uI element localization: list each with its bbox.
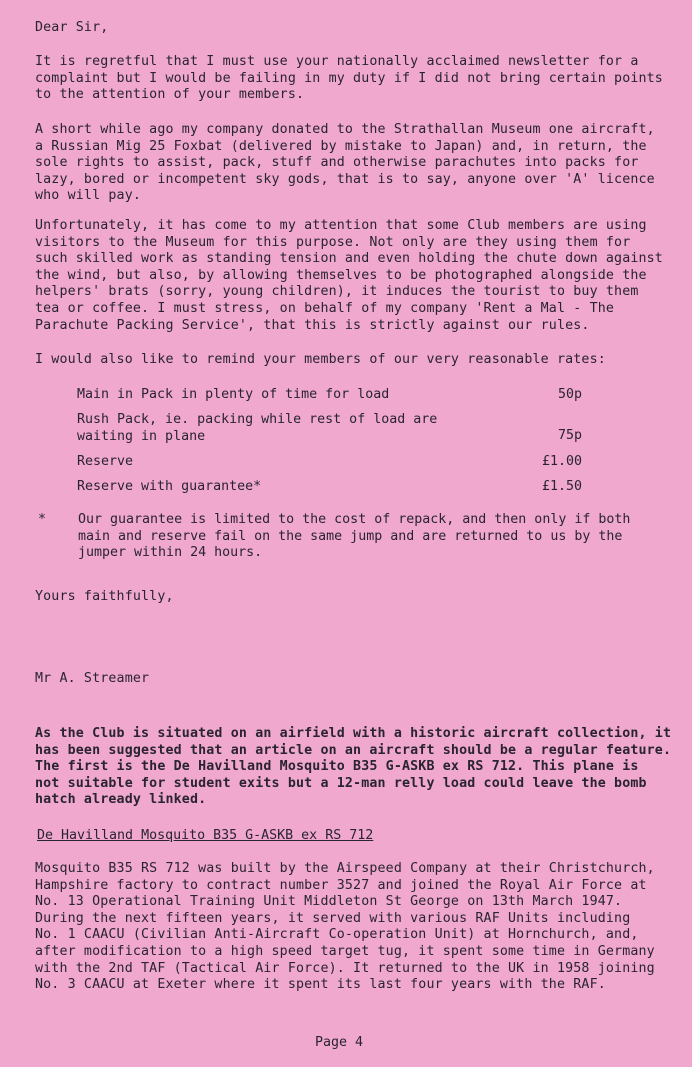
closing: Yours faithfully, [35, 589, 174, 604]
article-heading: De Havilland Mosquito B35 G-ASKB ex RS 712 [37, 828, 374, 843]
article-body: Mosquito B35 RS 712 was built by the Airspeed Company at their Christchurch, Hampshire factory to contract number 3527 and joined the Royal Air Force at No. 13 Operational Training Unit Middleton St George on 13th March 1947. During the next fifteen years, it served with various RAF Units including No. 1 CAACU (Civilian Anti-Aircraft Co-operation Unit) at Hornchurch, and, after modification to a high speed target tug, it spent some time in Germany with the 2nd TAF (Tactical Air Force). It returned to the UK in 1958 joining No. 3 CAACU at Exeter where it spent its last four years with the RAF. [35, 861, 655, 993]
letter-paragraph-2: A short while ago my company donated to the Strathallan Museum one aircraft, a Russian Mig 25 Foxbat (delivered by mistake to Japan) and, in return, the sole rights to assist, pack, stuff and otherwise parachutes into packs for lazy, bored or incompetent sky gods, that is to say, anyone over 'A' licence who will pay. [35, 122, 655, 204]
footnote-text: Our guarantee is limited to the cost of repack, and then only if both main and reserve fail on the same jump and are returned to us by the jumper within 24 hours. [78, 512, 631, 561]
letter-paragraph-3: Unfortunately, it has come to my attention that some Club members are using visitors to the Museum for this purpose. Not only are they using them for such skilled work as standing tension and even holding the chute down against the wind, but also, by allowing themselves to be photographed alongside the helpers' brats (sorry, young children), it induces the tourist to buy them tea or coffee. I must stress, on behalf of my company 'Rent a Mal - The Parachute Packing Service', that this is strictly against our rules. [35, 218, 663, 333]
page-number: Page 4 [315, 1035, 364, 1050]
rate-price: 50p [557, 387, 582, 402]
rate-price: £1.50 [541, 479, 582, 494]
rate-label: Main in Pack in plenty of time for load [77, 387, 390, 402]
salutation: Dear Sir, [35, 20, 109, 35]
rate-label: Rush Pack, ie. packing while rest of load are waiting in plane [77, 412, 438, 444]
article-intro: As the Club is situated on an airfield with a historic aircraft collection, it has been suggested that an article on an aircraft should be a regular feature. The first is the De Havilland Mosquito B35 G-ASKB ex RS 712. This plane is not suitable for student exits but a 12-man relly load could leave the bomb hatch already linked. [35, 726, 672, 808]
letter-paragraph-4: I would also like to remind your members of our very reasonable rates: [35, 352, 606, 367]
letter-paragraph-1: It is regretful that I must use your nationally acclaimed newsletter for a complaint but I would be failing in my duty if I did not bring certain points to the attention of your members. [35, 54, 663, 103]
signature: Mr A. Streamer [35, 671, 150, 686]
rate-price: £1.00 [541, 454, 582, 469]
footnote-mark: * [38, 512, 47, 527]
rate-price: 75p [557, 428, 582, 443]
rate-label: Reserve [77, 454, 134, 469]
rate-label: Reserve with guarantee* [77, 479, 262, 494]
